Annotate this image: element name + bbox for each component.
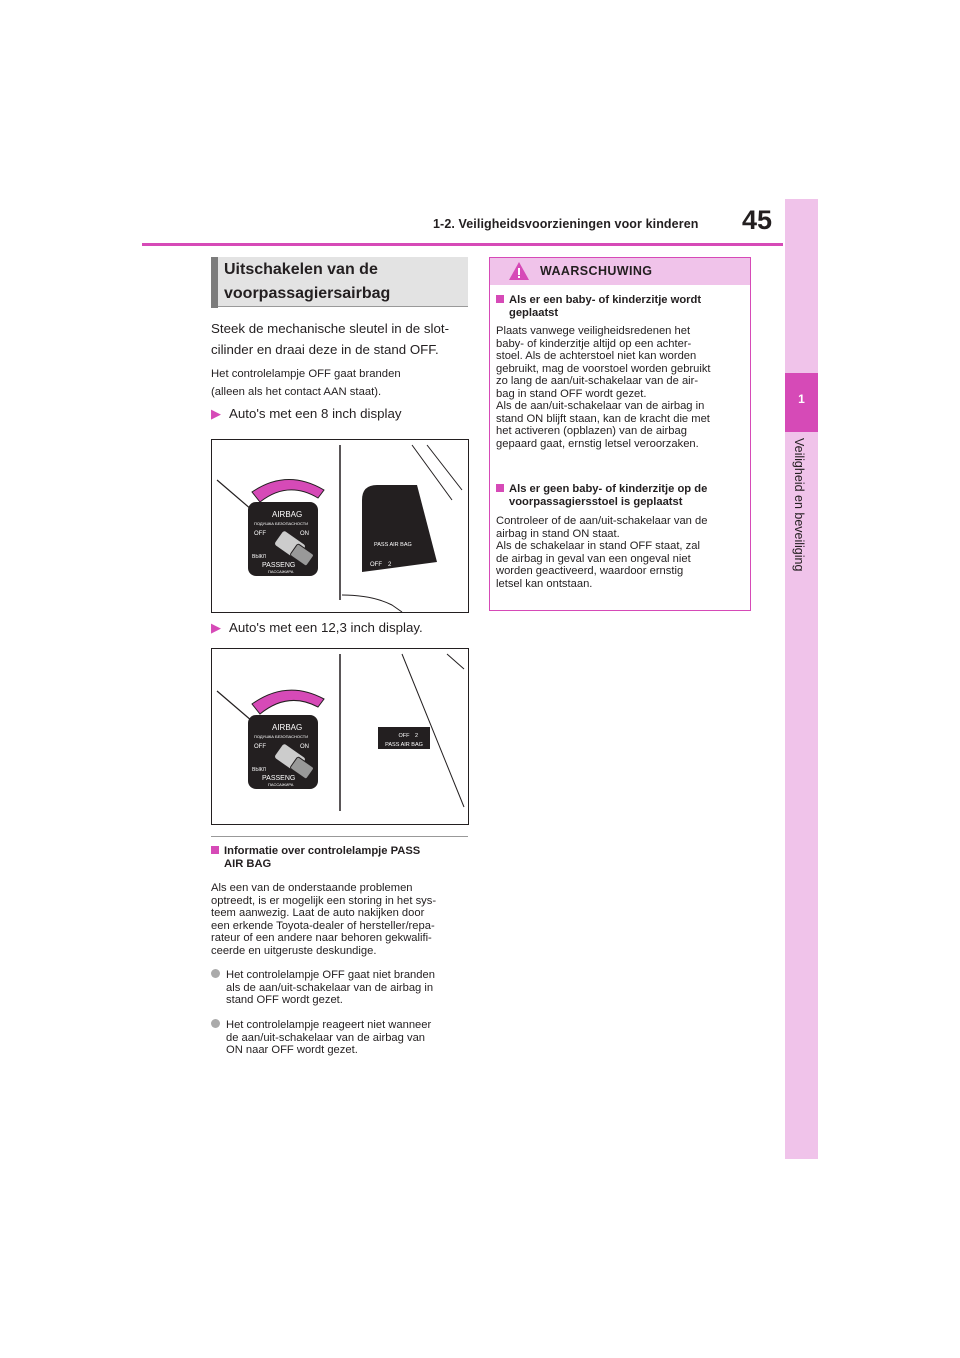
warning-text-line: Als de aan/uit-schakelaar van de airbag in <box>496 400 705 412</box>
section-title: 1-2. Veiligheidsvoorzieningen voor kinderen <box>433 217 699 231</box>
warning-text-line: Als de schakelaar in stand OFF staat, zal <box>496 540 700 552</box>
fig2-pass-air-bag-label: PASS AIR BAG <box>385 742 423 748</box>
warning-text-line: airbag in stand ON staat. <box>496 527 620 540</box>
airbag-switch-illustration-12inch <box>212 649 468 824</box>
info-text-line: een erkende Toyota-dealer of hersteller/repa- <box>211 919 435 932</box>
circle-bullet-icon <box>211 1019 220 1028</box>
fig1-vykl-label: ВЫКЛ <box>252 554 266 560</box>
warning-text-line: stand ON blijft staan, kan de kracht die met <box>496 412 710 425</box>
section-heading-bar <box>211 257 218 308</box>
warning-text-line: stoel. Als de achterstoel niet kan worden <box>496 350 697 362</box>
fig1-cyr2-label: ПАССАЖИРА <box>268 569 294 574</box>
fig2-passeng-label: PASSENG <box>262 775 296 782</box>
fig1-cyr1-label: ПОДУШКА БЕЗОПАСНОСТИ <box>254 521 309 526</box>
bullet-line: ON naar OFF wordt gezet. <box>226 1044 358 1056</box>
warning-text-line: worden geactiveerd, waardoor ernstig <box>496 565 684 577</box>
warning-text-line: letsel kan ontstaan. <box>496 577 593 590</box>
warning-item2-text <box>496 515 748 590</box>
square-bullet-icon <box>211 846 219 854</box>
warning-text-line: de airbag in geval van een ongeval niet <box>496 552 691 565</box>
header-rule <box>142 243 783 246</box>
info-divider <box>211 836 468 837</box>
warning-text-line: gepaard gaat, ernstig letsel veroorzaken. <box>496 437 699 450</box>
fig2-off-label: OFF <box>254 744 266 750</box>
bullet-line: als de aan/uit-schakelaar van de airbag in <box>226 981 434 994</box>
page-number: 45 <box>742 205 773 235</box>
warning-item1-title <box>496 294 748 319</box>
bullet-line: de aan/uit-schakelaar van de airbag van <box>226 1031 426 1044</box>
warning-item2-title-line: voorpassagiersstoel is geplaatst <box>509 495 683 508</box>
figure2-caption-text: Auto's met een 12,3 inch display. <box>229 620 423 635</box>
info-text-line: Als een van de onderstaande problemen <box>211 882 413 894</box>
note-text <box>211 365 471 401</box>
info-title-line: Informatie over controlelampje PASS <box>224 845 421 857</box>
fig1-pass-air-bag-label: PASS AIR BAG <box>374 542 412 548</box>
fig2-two-label: 2 <box>415 733 419 739</box>
note-line: Het controlelampje OFF gaat branden <box>211 368 401 380</box>
fig1-airbag-label: AIRBAG <box>272 510 303 519</box>
info-title <box>211 845 471 870</box>
section-heading-line: voorpassagiersairbag <box>224 285 391 302</box>
warning-text-line: baby- of kinderzitje altijd op een achter- <box>496 337 692 350</box>
warning-item2-title-line: Als er geen baby- of kinderzitje op de <box>509 483 708 495</box>
fig2-vykl-label: ВЫКЛ <box>252 767 266 773</box>
bullet-line: stand OFF wordt gezet. <box>226 994 343 1006</box>
intro-line: cilinder en draai deze in de stand OFF. <box>211 342 439 357</box>
figure2-caption <box>211 617 423 638</box>
warning-item2-title <box>496 483 748 508</box>
circle-bullet-icon <box>211 969 220 978</box>
info-text-line: ceerde en uitgeruste deskundige. <box>211 944 377 957</box>
figure-12inch <box>211 648 469 825</box>
warning-item1-title-line: Als er een baby- of kinderzitje wordt <box>509 294 702 306</box>
warning-text-line: zo lang de aan/uit-schakelaar van de air- <box>496 375 699 387</box>
note-line: (alleen als het contact AAN staat). <box>211 386 382 398</box>
warning-triangle-icon <box>508 261 530 281</box>
side-tab <box>785 199 818 1159</box>
airbag-switch-illustration-8inch <box>212 440 468 612</box>
fig1-off-indicator-label: OFF <box>370 562 382 568</box>
intro-text <box>211 318 471 360</box>
warning-text-line: bag in stand OFF wordt gezet. <box>496 387 647 400</box>
info-text-line: optreedt, is er mogelijk een storing in het sys- <box>211 894 437 907</box>
fig1-off-label: OFF <box>254 531 266 537</box>
fig1-passeng-label: PASSENG <box>262 562 296 569</box>
square-bullet-icon <box>496 295 504 303</box>
figure-8inch <box>211 439 469 613</box>
fig2-off-indicator-label: OFF <box>398 733 410 739</box>
triangle-bullet-icon: ▶ <box>211 620 221 635</box>
info-text-line: teem aanwezig. Laat de auto nakijken door <box>211 907 425 919</box>
fig1-two-label: 2 <box>388 562 392 568</box>
chapter-name: Veiligheid en beveiliging <box>792 438 806 572</box>
fig1-on-label: ON <box>300 531 309 537</box>
warning-text-line: Controleer of de aan/uit-schakelaar van de <box>496 515 708 527</box>
fig2-on-label: ON <box>300 744 309 750</box>
intro-line: Steek de mechanische sleutel in de slot- <box>211 321 450 336</box>
info-text <box>211 882 473 957</box>
bullet-line: Het controlelampje OFF gaat niet branden <box>226 969 435 981</box>
warning-text-line: het activeren (opblazen) van de airbag <box>496 425 687 437</box>
warning-item1-text <box>496 325 748 450</box>
figure1-caption <box>211 403 402 424</box>
info-title-line: AIR BAG <box>224 857 272 870</box>
figure1-caption-text: Auto's met een 8 inch display <box>229 406 402 421</box>
square-bullet-icon <box>496 484 504 492</box>
section-heading-line: Uitschakelen van de <box>224 261 378 278</box>
triangle-bullet-icon: ▶ <box>211 406 221 421</box>
warning-item1-title-line: geplaatst <box>509 306 559 319</box>
fig2-airbag-label: AIRBAG <box>272 723 303 732</box>
chapter-number: 1 <box>798 392 805 406</box>
bullet-item <box>211 969 473 1007</box>
bullet-item <box>211 1019 473 1057</box>
warning-text-line: gebruikt, mag de voorstoel worden gebruikt <box>496 362 711 375</box>
warning-text-line: Plaats vanwege veiligheidsredenen het <box>496 325 691 337</box>
fig2-cyr1-label: ПОДУШКА БЕЗОПАСНОСТИ <box>254 734 309 739</box>
section-heading <box>224 258 464 306</box>
info-text-line: rateur of een andere naar behoren gekwalifi- <box>211 932 432 944</box>
fig2-cyr2-label: ПАССАЖИРА <box>268 782 294 787</box>
bullet-line: Het controlelampje reageert niet wanneer <box>226 1019 432 1031</box>
warning-title: WAARSCHUWING <box>540 264 653 278</box>
